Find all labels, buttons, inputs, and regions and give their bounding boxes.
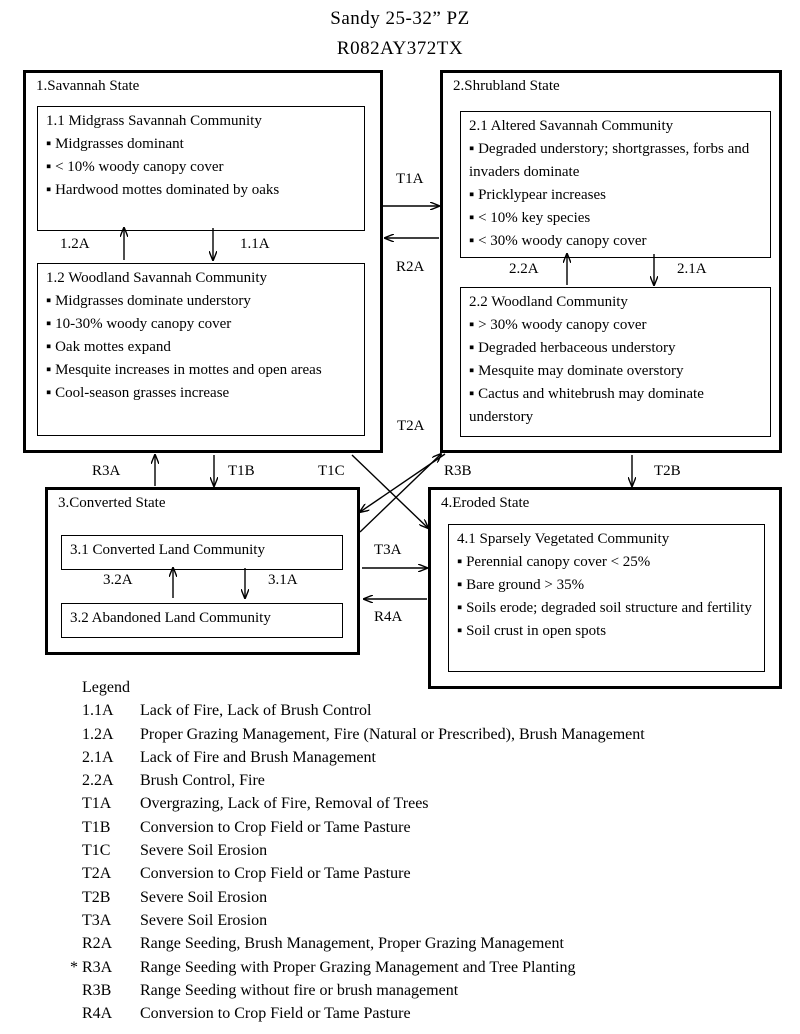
- community-2-1-title: 2.1 Altered Savannah Community: [469, 118, 674, 134]
- label-r3a: R3A: [92, 463, 121, 479]
- legend-desc: Severe Soil Erosion: [140, 888, 268, 906]
- label-3-1a: 3.1A: [268, 572, 298, 588]
- label-t2a: T2A: [397, 418, 425, 434]
- legend-row: [82, 932, 645, 955]
- community-4-1-bullet: ▪ Perennial canopy cover < 25%: [457, 551, 756, 574]
- legend-code: T2B: [82, 888, 111, 906]
- community-4-1-bullet: ▪ Soil crust in open spots: [457, 620, 756, 643]
- legend-row: [82, 769, 645, 792]
- community-2-2-bullet: ▪ Mesquite may dominate overstory: [469, 360, 762, 383]
- legend-desc: Lack of Fire, Lack of Brush Control: [140, 702, 372, 720]
- legend-code: T3A: [82, 911, 112, 929]
- state-1-title: 1.Savannah State: [36, 78, 140, 94]
- legend-code: R3B: [82, 981, 112, 999]
- legend-row: [82, 909, 645, 932]
- community-1-2-bullet: ▪ Cool-season grasses increase: [46, 382, 356, 405]
- legend-desc: Conversion to Crop Field or Tame Pasture: [140, 865, 411, 883]
- community-1-2-bullet: ▪ Mesquite increases in mottes and open areas: [46, 359, 356, 382]
- community-1-1-title: 1.1 Midgrass Savannah Community: [46, 113, 262, 129]
- arrow-r3b: [360, 454, 441, 532]
- community-2-2-bullet: ▪ Degraded herbaceous understory: [469, 337, 762, 360]
- legend-row: [70, 956, 645, 979]
- legend-desc: Range Seeding with Proper Grazing Management and Tree Planting: [140, 958, 576, 976]
- legend-code: R2A: [82, 935, 113, 953]
- community-2-1-bullet: ▪ < 30% woody canopy cover: [469, 230, 762, 253]
- state-2-title: 2.Shrubland State: [453, 78, 560, 94]
- legend-row: [82, 862, 645, 885]
- legend-heading: Legend: [82, 679, 130, 696]
- legend-row: [82, 746, 645, 769]
- legend-row: [82, 886, 645, 909]
- label-t1c: T1C: [318, 463, 345, 479]
- legend-star: *: [70, 958, 78, 976]
- community-2-2-bullet: ▪ Cactus and whitebrush may dominate understory: [469, 383, 762, 429]
- legend-desc: Overgrazing, Lack of Fire, Removal of Trees: [140, 795, 429, 813]
- legend-row: [82, 699, 645, 722]
- legend-code: 1.1A: [82, 702, 114, 720]
- community-2-2-bullet: ▪ > 30% woody canopy cover: [469, 314, 762, 337]
- community-2-2-title: 2.2 Woodland Community: [469, 294, 628, 310]
- label-r3b: R3B: [444, 463, 472, 479]
- label-t1b: T1B: [228, 463, 255, 479]
- label-2-2a: 2.2A: [509, 261, 539, 277]
- legend-desc: Conversion to Crop Field or Tame Pasture: [140, 1005, 411, 1023]
- legend: [70, 676, 645, 1025]
- diagram-title-line1: Sandy 25-32” PZ: [330, 8, 470, 29]
- label-2-1a: 2.1A: [677, 261, 707, 277]
- community-4-1-title: 4.1 Sparsely Vegetated Community: [457, 531, 670, 547]
- legend-row: [82, 723, 645, 746]
- legend-code: T1B: [82, 818, 111, 836]
- community-2-1-bullet: ▪ < 10% key species: [469, 207, 762, 230]
- community-1-2-bullet: ▪ 10-30% woody canopy cover: [46, 313, 356, 336]
- label-3-2a: 3.2A: [103, 572, 133, 588]
- legend-code: 2.1A: [82, 748, 114, 766]
- state-4-title: 4.Eroded State: [441, 495, 530, 511]
- community-4-1-bullet: ▪ Soils erode; degraded soil structure and fertility: [457, 597, 756, 620]
- diagram-title-line2: R082AY372TX: [336, 38, 464, 59]
- legend-desc: Range Seeding, Brush Management, Proper Grazing Management: [140, 935, 564, 953]
- legend-desc: Brush Control, Fire: [140, 772, 265, 790]
- legend-desc: Proper Grazing Management, Fire (Natural or Prescribed), Brush Management: [140, 725, 645, 743]
- label-r4a: R4A: [374, 609, 403, 625]
- state-3-title: 3.Converted State: [58, 495, 166, 511]
- label-t1a: T1A: [396, 171, 424, 187]
- community-3-2-title: 3.2 Abandoned Land Community: [70, 610, 271, 626]
- label-r2a: R2A: [396, 259, 425, 275]
- legend-row: [82, 979, 645, 1002]
- legend-code: T2A: [82, 865, 112, 883]
- community-2-1-bullet: ▪ Degraded understory; shortgrasses, forbs and invaders dominate: [469, 138, 762, 184]
- community-1-2-title: 1.2 Woodland Savannah Community: [46, 270, 268, 286]
- legend-row: [82, 792, 645, 815]
- legend-desc: Severe Soil Erosion: [140, 842, 268, 860]
- legend-desc: Conversion to Crop Field or Tame Pasture: [140, 818, 411, 836]
- legend-code-text: R3A: [82, 958, 113, 976]
- community-1-1-bullet: ▪ Midgrasses dominant: [46, 133, 356, 156]
- legend-row: [82, 839, 645, 862]
- legend-row: [82, 1002, 645, 1025]
- community-3-1-title: 3.1 Converted Land Community: [70, 542, 265, 558]
- community-4-1-bullet: ▪ Bare ground > 35%: [457, 574, 756, 597]
- legend-desc: Lack of Fire and Brush Management: [140, 748, 376, 766]
- label-1-1a: 1.1A: [240, 236, 270, 252]
- legend-code: R4A: [82, 1005, 113, 1023]
- label-t2b: T2B: [654, 463, 681, 479]
- legend-code: 1.2A: [82, 725, 114, 743]
- legend-row: [82, 816, 645, 839]
- legend-code: [70, 956, 140, 979]
- legend-desc: Severe Soil Erosion: [140, 911, 268, 929]
- label-t3a: T3A: [374, 542, 402, 558]
- legend-desc: Range Seeding without fire or brush management: [140, 981, 459, 999]
- legend-code: 2.2A: [82, 772, 114, 790]
- legend-code: T1C: [82, 842, 111, 860]
- label-1-2a: 1.2A: [60, 236, 90, 252]
- community-1-1-bullet: ▪ < 10% woody canopy cover: [46, 156, 356, 179]
- community-1-2-bullet: ▪ Midgrasses dominate understory: [46, 290, 356, 313]
- community-1-1-bullet: ▪ Hardwood mottes dominated by oaks: [46, 179, 356, 202]
- community-1-2-bullet: ▪ Oak mottes expand: [46, 336, 356, 359]
- legend-code: T1A: [82, 795, 112, 813]
- community-2-1-bullet: ▪ Pricklypear increases: [469, 184, 762, 207]
